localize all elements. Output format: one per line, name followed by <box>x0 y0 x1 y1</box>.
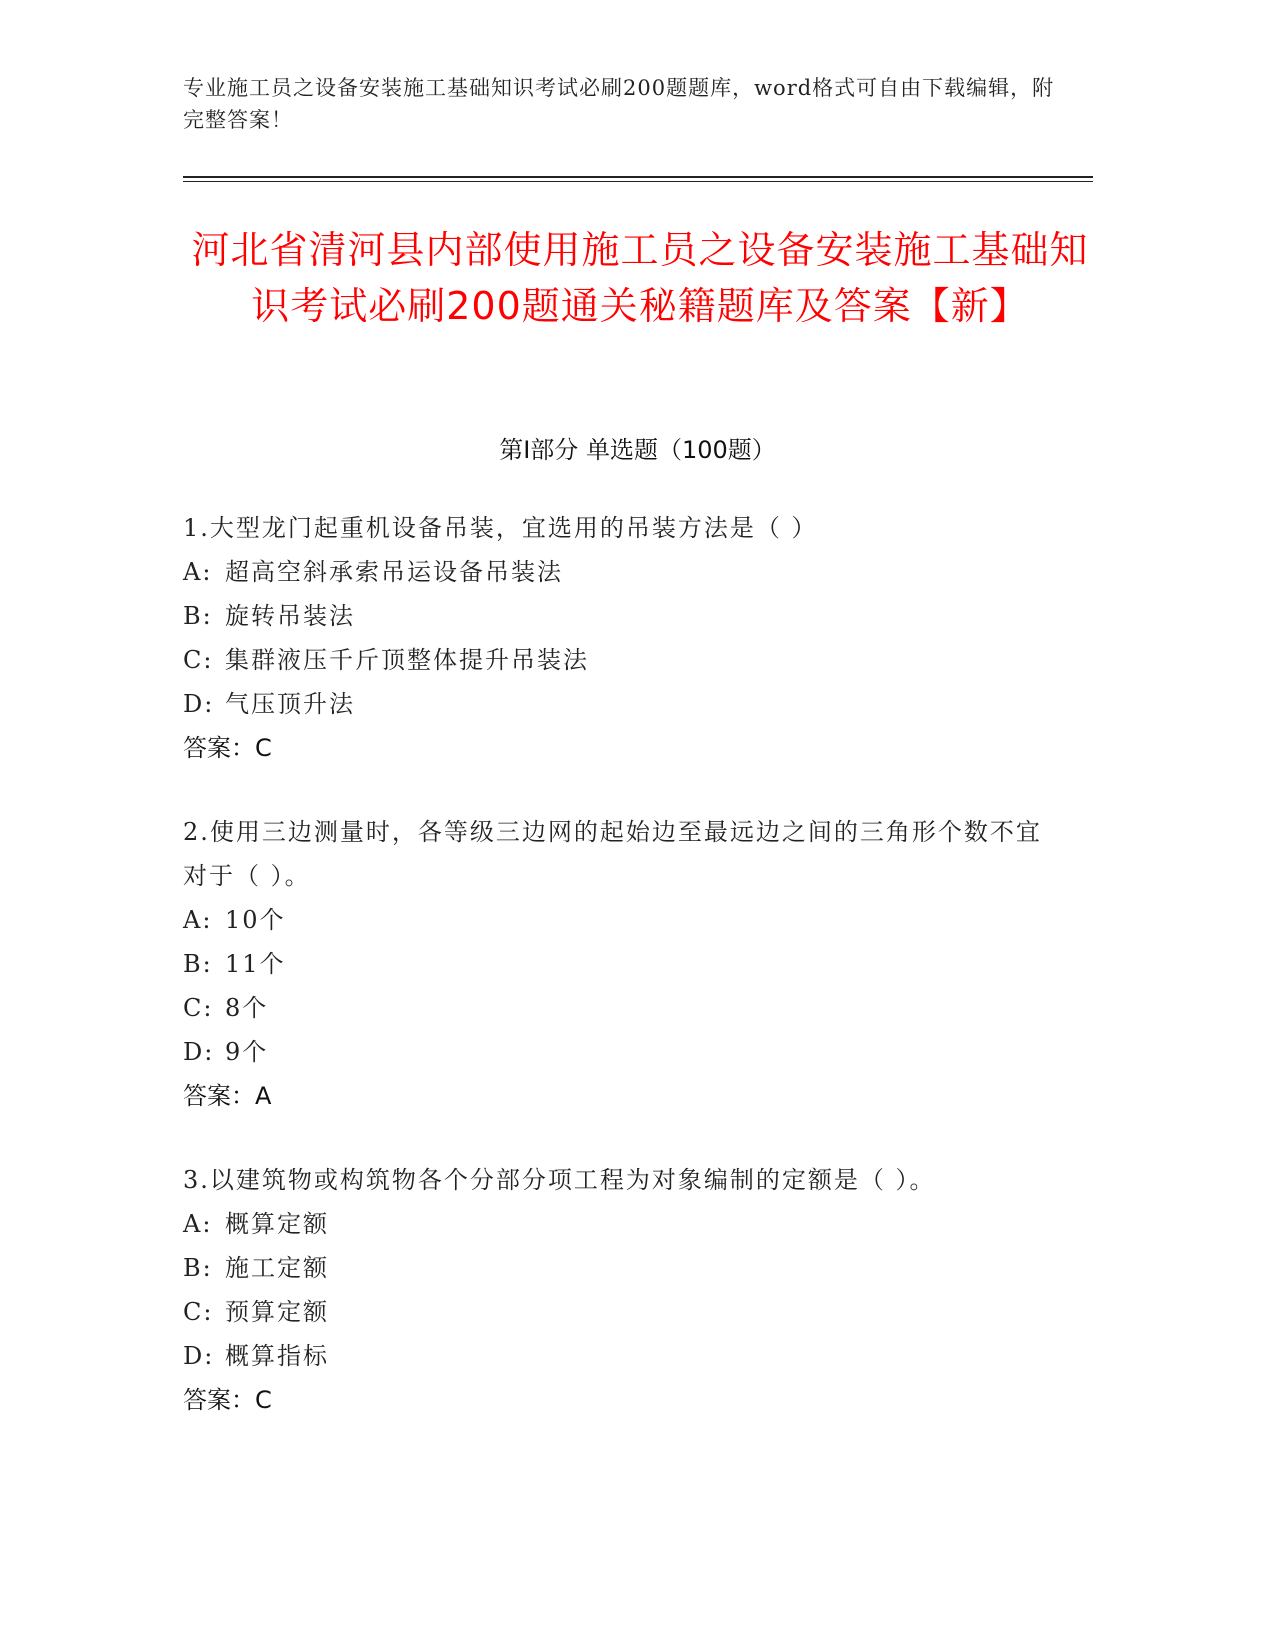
option-d <box>183 1334 1063 1378</box>
header-note: 专业施工员之设备安装施工基础知识考试必刷200题题库，word格式可自由下载编辑，附完整答案！ <box>183 76 1055 132</box>
option-b <box>183 594 1063 638</box>
option-c <box>183 986 1063 1030</box>
question-stem: 3.以建筑物或构筑物各个分部分项工程为对象编制的定额是（ ）。 <box>183 1166 936 1194</box>
option-text: 旋转吊装法 <box>225 602 355 630</box>
answer-line: 答案：C <box>183 1386 272 1414</box>
option-text: 超高空斜承索吊运设备吊装法 <box>225 558 563 586</box>
option-b <box>183 1246 1063 1290</box>
option-text: 预算定额 <box>225 1298 329 1326</box>
option-letter: B: <box>183 950 213 978</box>
option-text: 气压顶升法 <box>225 690 355 718</box>
option-letter: A: <box>183 558 213 586</box>
option-text: 概算定额 <box>225 1210 329 1238</box>
option-c <box>183 638 1063 682</box>
option-letter: D: <box>183 1342 215 1370</box>
option-a <box>183 1202 1063 1246</box>
option-a <box>183 898 1063 942</box>
section-heading: 第I部分 单选题（100题） <box>499 436 776 464</box>
option-text: 9个 <box>225 1038 269 1066</box>
option-d <box>183 682 1063 726</box>
option-letter: D: <box>183 1038 215 1066</box>
question-stem: 1.大型龙门起重机设备吊装，宜选用的吊装方法是（ ） <box>183 514 818 542</box>
question-stem: 2.使用三边测量时，各等级三边网的起始边至最远边之间的三角形个数不宜对于（ ）。 <box>183 818 1042 890</box>
answer-line: 答案：A <box>183 1082 272 1110</box>
question-2 <box>183 810 1063 1118</box>
option-letter: C: <box>183 1298 214 1326</box>
option-letter: C: <box>183 994 214 1022</box>
question-1 <box>183 506 1063 770</box>
option-c <box>183 1290 1063 1334</box>
option-b <box>183 942 1063 986</box>
question-3 <box>183 1158 1063 1422</box>
option-letter: D: <box>183 690 215 718</box>
option-letter: B: <box>183 1254 213 1282</box>
option-letter: A: <box>183 1210 213 1238</box>
option-letter: B: <box>183 602 213 630</box>
answer-line: 答案：C <box>183 734 272 762</box>
document-title: 河北省清河县内部使用施工员之设备安装施工基础知识考试必刷200题通关秘籍题库及答案【新】 <box>191 228 1089 328</box>
option-text: 11个 <box>225 950 286 978</box>
option-text: 集群液压千斤顶整体提升吊装法 <box>225 646 589 674</box>
option-text: 10个 <box>225 906 286 934</box>
option-text: 8个 <box>225 994 269 1022</box>
header-divider-thin <box>183 181 1093 182</box>
option-text: 施工定额 <box>225 1254 329 1282</box>
option-text: 概算指标 <box>225 1342 329 1370</box>
header-divider-thick <box>183 176 1093 178</box>
option-letter: C: <box>183 646 214 674</box>
option-letter: A: <box>183 906 213 934</box>
option-a <box>183 550 1063 594</box>
option-d <box>183 1030 1063 1074</box>
